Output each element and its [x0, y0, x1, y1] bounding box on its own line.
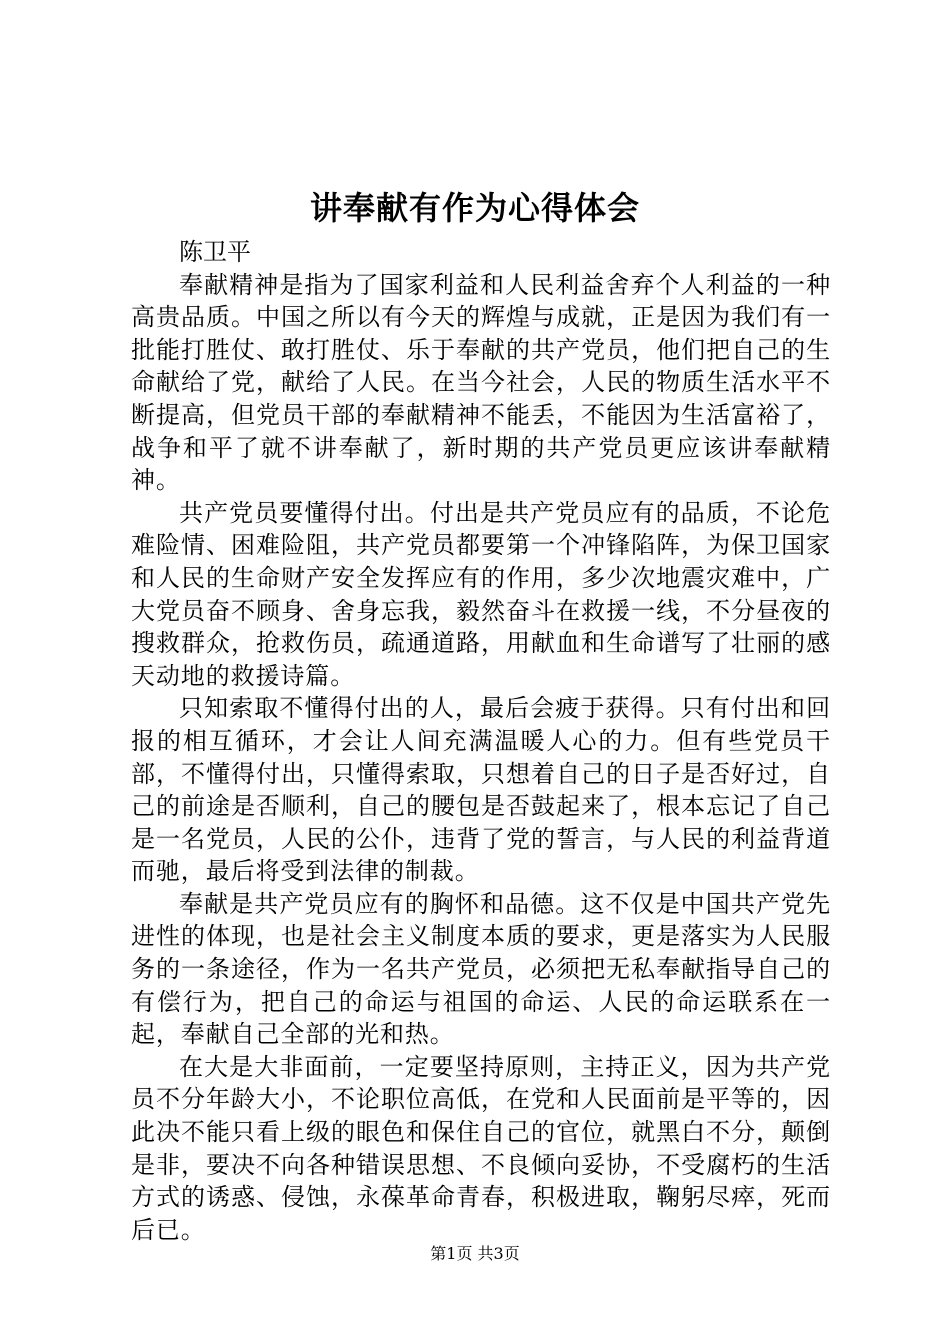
- page-footer: 第1页 共3页: [430, 1244, 520, 1263]
- document-title: 讲奉献有作为心得体会: [309, 189, 640, 227]
- paragraph: 在大是大非面前，一定要坚持原则，主持正义，因为共产党员不分年龄大小，不论职位高低，在党和人民面前是平等的，因此决不能只看上级的眼色和保住自己的官位，就黑白不分，颠倒是非，要决不向各种错误思想、不良倾向妥协，不受腐朽的生活方式的诱惑、侵蚀，永葆革命青春，积极进取，鞠躬尽瘁，死而后已。: [131, 1052, 831, 1244]
- paragraph: 只知索取不懂得付出的人，最后会疲于获得。只有付出和回报的相互循环，才会让人间充满温暖人心的力。但有些党员干部，不懂得付出，只懂得索取，只想着自己的日子是否好过，自己的前途是否顺利，自己的腰包是否鼓起来了，根本忘记了自己是一名党员，人民的公仆，违背了党的誓言，与人民的利益背道而驰，最后将受到法律的制裁。: [131, 694, 831, 886]
- paragraph: 奉献是共产党员应有的胸怀和品德。这不仅是中国共产党先进性的体现，也是社会主义制度本质的要求，更是落实为人民服务的一条途径，作为一名共产党员，必须把无私奉献指导自己的有偿行为，把自己的命运与祖国的命运、人民的命运联系在一起，奉献自己全部的光和热。: [131, 889, 831, 1049]
- author-name: 陈卫平: [179, 238, 251, 266]
- document-body: [131, 236, 831, 1246]
- paragraph: 共产党员要懂得付出。付出是共产党员应有的品质，不论危难险情、困难险阻，共产党员都要第一个冲锋陷阵，为保卫国家和人民的生命财产安全发挥应有的作用，多少次地震灾难中，广大党员奋不顾身、舍身忘我，毅然奋斗在救援一线，不分昼夜的搜救群众，抢救伤员，疏通道路，用献血和生命谱写了壮丽的感天动地的救援诗篇。: [131, 498, 831, 690]
- paragraph: 奉献精神是指为了国家利益和人民利益舍弃个人利益的一种高贵品质。中国之所以有今天的辉煌与成就，正是因为我们有一批能打胜仗、敢打胜仗、乐于奉献的共产党员，他们把自己的生命献给了党，献给了人民。在当今社会，人民的物质生活水平不断提高，但党员干部的奉献精神不能丢，不能因为生活富裕了，战争和平了就不讲奉献了，新时期的共产党员更应该讲奉献精神。: [131, 270, 831, 495]
